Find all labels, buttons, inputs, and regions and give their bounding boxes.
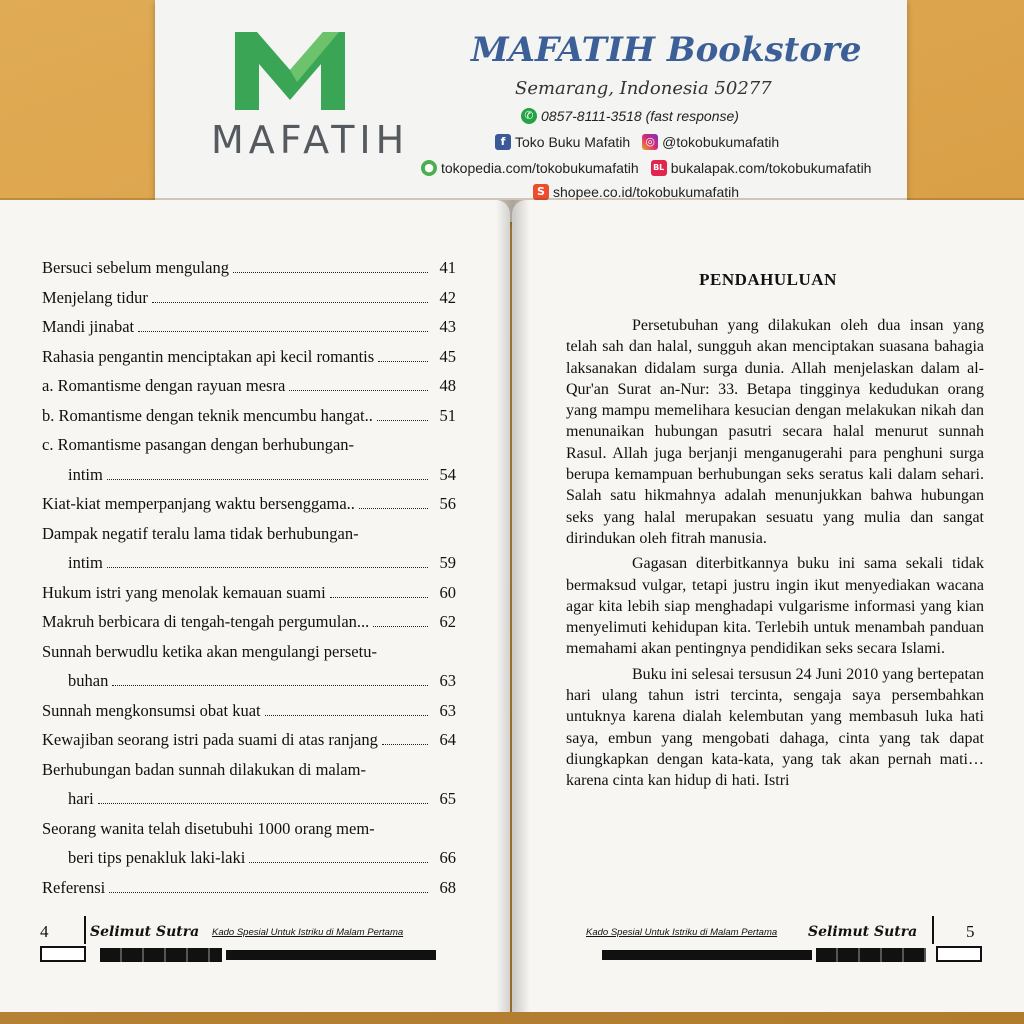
toc-entry-page: 48 <box>439 376 456 395</box>
series-tagline: Kado Spesial Untuk Istriku di Malam Pertama <box>586 927 778 938</box>
whatsapp-icon: ✆ <box>521 108 537 124</box>
toc-leader-dots <box>265 715 428 716</box>
chapter-body <box>566 315 984 796</box>
page-number: 4 <box>40 922 49 941</box>
facebook-handle: Toko Buku Mafatih <box>515 134 631 150</box>
instagram-icon: ◎ <box>642 134 658 150</box>
toc-entry-title: intim <box>68 553 103 572</box>
toc-entry <box>42 789 456 819</box>
toc-entry-title: b. Romantisme dengan teknik mencumbu hangat.. <box>42 405 373 425</box>
toc-leader-dots <box>138 331 428 332</box>
marketplace-row <box>421 160 871 176</box>
store-city: Semarang, Indonesia 50277 <box>515 78 772 99</box>
toc-entry-page: 63 <box>439 700 456 720</box>
paragraph: Persetubuhan yang dilakukan oleh dua insan yang telah sah dan halal, sungguh akan menciptakan suasana bahagia laksanakan didalam surga dunia. Allah menjelaskan dalam al-Qur'an Surat an-Nur: 33. Betapa tingginya kedudukan orang yang mampu memelihara kesucian dengan melakukan nikah dan menunaikan hubungan pasutri secara halal menurut sunnah Rasul. Allah juga berjanji menganugerahi para penghuni surga berupa kemampuan berhubungan seks seratus kali dalam sehari. Salah satu hikmahnya adalah menunjukkan bahwa hubungan seks yang halal merupakan sesuatu yang mulia dan sangat dirindukan oleh fitrah manusia. <box>566 317 984 547</box>
footer-pattern-bar <box>100 948 222 962</box>
toc-entry-title: c. Romantisme pasangan dengan berhubungan- <box>42 435 355 454</box>
shopee-bag-icon: S <box>533 184 549 200</box>
toc-entry-page: 59 <box>439 553 456 572</box>
toc-entry <box>42 760 456 790</box>
toc-entry-page: 66 <box>439 848 456 867</box>
toc-entry-title: a. Romantisme dengan rayuan mesra <box>42 376 286 395</box>
right-page <box>512 200 1024 1012</box>
bukalapak-link: bukalapak.com/tokobukumafatih <box>670 160 872 176</box>
social-row <box>495 134 779 150</box>
toc-leader-dots <box>98 803 428 804</box>
left-page <box>0 200 510 1012</box>
toc-entry-title: Menjelang tidur <box>42 287 148 307</box>
toc-entry-title: Makruh berbicara di tengah-tengah pergumulan... <box>42 612 370 631</box>
toc-entry <box>42 878 456 908</box>
toc-entry-page: 51 <box>439 405 456 425</box>
toc-entry-title: Sunnah berwudlu ketika akan mengulangi persetu- <box>42 641 377 661</box>
toc-entry-title: Dampak negatif teralu lama tidak berhubungan- <box>42 523 359 543</box>
toc-entry <box>42 494 456 524</box>
bookstore-flyer <box>155 0 907 222</box>
toc-entry <box>42 583 456 613</box>
toc-entry <box>42 612 456 642</box>
toc-leader-dots <box>152 302 428 303</box>
footer-pattern-bar <box>816 948 926 962</box>
shopee-link: shopee.co.id/tokobukumafatih <box>553 184 740 200</box>
toc-entry-title: Hukum istri yang menolak kemauan suami <box>42 582 326 602</box>
left-page-footer <box>40 916 460 976</box>
phone-row <box>521 108 739 124</box>
tokopedia-icon: ● <box>421 160 437 176</box>
toc-leader-dots <box>107 567 428 568</box>
footer-solid-bar <box>602 950 812 960</box>
footer-divider <box>932 916 934 944</box>
toc-leader-dots <box>359 508 428 509</box>
toc-entry-page: 63 <box>439 671 456 690</box>
toc-entry-title: intim <box>68 464 103 484</box>
series-tagline: Kado Spesial Untuk Istriku di Malam Pertama <box>212 927 404 938</box>
toc-entry <box>42 819 456 849</box>
toc-entry <box>42 288 456 318</box>
toc-entry-title: Rahasia pengantin menciptakan api kecil romantis <box>42 346 375 366</box>
paragraph: Gagasan diterbitkannya buku ini sama sekali tidak bermaksud vulgar, tetapi justru ingin ikut menyediakan wacana agar kita lebih siap menghadapi vulgarisme informasi yang kian menyelimuti kehidupan kita. Terlebih untuk menambah panduan memahami akan pentingnya pendidikan seks secara Islami. <box>566 555 984 658</box>
toc-entry <box>42 465 456 495</box>
toc-entry-title: Mandi jinabat <box>42 317 135 336</box>
toc-entry <box>42 435 456 465</box>
toc-entry-title: hari <box>68 789 94 808</box>
toc-entry-page: 45 <box>439 346 456 366</box>
paragraph: Buku ini selesai tersusun 24 Juni 2010 yang bertepatan hari ulang tahun istri tercinta, sengaja saya persembahkan untuknya karena dialah kelembutan yang membasuh luka hati saya, embun yang mengobati dahaga, cinta yang tak dapat diungkapkan dengan kata-kata, yang tak akan pernah mati… karena cinta kan hidup di hati. Istri <box>566 665 984 790</box>
phone-number: 0857-8111-3518 (fast response) <box>541 108 739 124</box>
toc-entry-title: buhan <box>68 671 109 690</box>
toc-entry <box>42 701 456 731</box>
footer-box <box>936 946 982 962</box>
facebook-icon: f <box>495 134 511 150</box>
toc-entry <box>42 406 456 436</box>
book-gutter <box>496 200 530 1012</box>
toc-leader-dots <box>382 744 428 745</box>
toc-entry <box>42 524 456 554</box>
toc-entry-title: Bersuci sebelum mengulang <box>42 258 229 277</box>
instagram-handle: @tokobukumafatih <box>662 134 780 150</box>
series-title: Selimut Sutra <box>90 924 200 940</box>
toc-entry <box>42 730 456 760</box>
chapter-title: PENDAHULUAN <box>699 270 837 289</box>
toc-entry-page: 42 <box>439 287 456 307</box>
toc-entry-page: 43 <box>439 317 456 336</box>
table-of-contents <box>42 258 456 907</box>
toc-entry-page: 60 <box>439 582 456 602</box>
toc-leader-dots <box>109 892 428 893</box>
toc-entry <box>42 347 456 377</box>
footer-box <box>40 946 86 962</box>
toc-entry-title: Referensi <box>42 877 106 897</box>
toc-entry <box>42 848 456 878</box>
toc-entry <box>42 671 456 701</box>
tokopedia-link: tokopedia.com/tokobukumafatih <box>441 160 639 176</box>
right-page-footer <box>586 916 1006 976</box>
toc-entry-page: 54 <box>439 464 456 484</box>
series-title: Selimut Sutra <box>808 924 918 940</box>
toc-entry-page: 56 <box>439 494 456 513</box>
toc-leader-dots <box>249 862 428 863</box>
toc-entry <box>42 553 456 583</box>
toc-leader-dots <box>289 390 428 391</box>
toc-leader-dots <box>377 420 428 421</box>
mafatih-logo-icon <box>235 22 345 112</box>
toc-entry-title: Kewajiban seorang istri pada suami di atas ranjang <box>42 730 378 749</box>
toc-entry-title: beri tips penakluk laki-laki <box>68 848 246 867</box>
toc-entry-page: 65 <box>439 789 456 808</box>
toc-leader-dots <box>373 626 428 627</box>
toc-entry-title: Sunnah mengkonsumsi obat kuat <box>42 700 261 720</box>
toc-leader-dots <box>378 361 428 362</box>
bukalapak-icon: BL <box>651 160 667 176</box>
toc-entry-title: Berhubungan badan sunnah dilakukan di malam- <box>42 759 366 779</box>
toc-entry-page: 62 <box>439 612 456 631</box>
store-name: MAFATIH Bookstore <box>471 30 862 70</box>
toc-entry <box>42 376 456 406</box>
toc-entry <box>42 317 456 347</box>
toc-entry-page: 41 <box>439 258 456 277</box>
toc-entry-title: Kiat-kiat memperpanjang waktu bersenggama.. <box>42 494 355 513</box>
footer-solid-bar <box>226 950 436 960</box>
toc-leader-dots <box>107 479 428 480</box>
toc-entry <box>42 642 456 672</box>
toc-leader-dots <box>112 685 428 686</box>
page-number: 5 <box>966 922 975 941</box>
toc-entry-page: 64 <box>439 730 456 749</box>
toc-entry <box>42 258 456 288</box>
toc-leader-dots <box>233 272 428 273</box>
toc-entry-page: 68 <box>439 877 456 897</box>
toc-leader-dots <box>330 597 428 598</box>
logo-wordmark: MAFATIH <box>211 118 410 162</box>
toc-entry-title: Seorang wanita telah disetubuhi 1000 orang mem- <box>42 818 375 838</box>
footer-divider <box>84 916 86 944</box>
